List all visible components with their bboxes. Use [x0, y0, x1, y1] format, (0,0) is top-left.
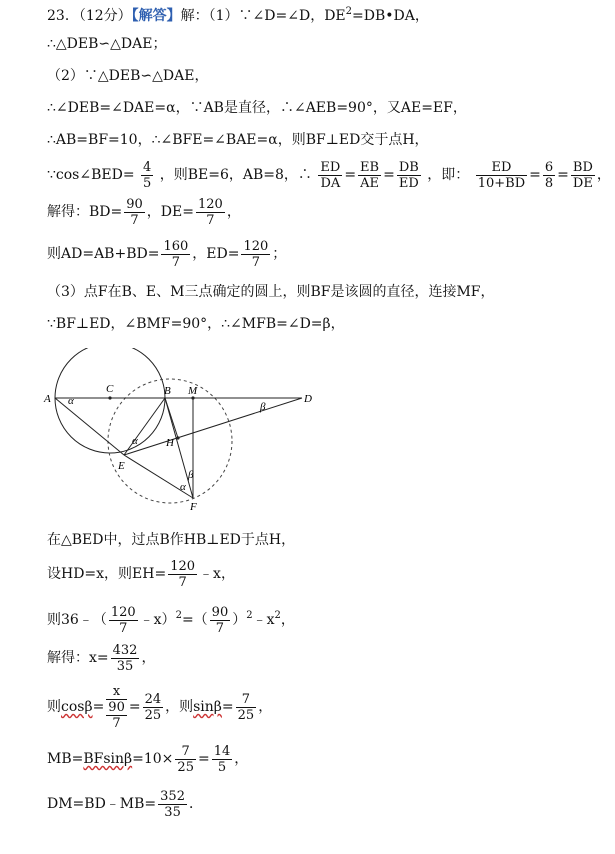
line-2: ∴△DEB∽△DAE； [47, 36, 167, 52]
fraction: $\frac{120}{7}$ [243, 238, 269, 270]
fraction: $\frac{90}{7}$ [126, 196, 143, 228]
line-12: 设HD=x，则EH= $\frac{120}{7}$ ﹣x， [47, 558, 235, 590]
line-eb [124, 398, 165, 455]
line-16: MB=BFsinβ=10× $\frac{7}{25}$ = $\frac{14}{5}$ ， [47, 743, 249, 775]
text: ∵cos∠BED= [47, 167, 135, 183]
text: ，则BE=6，AB=8，∴ [159, 167, 312, 183]
label-b: B [164, 385, 171, 397]
fraction: $\frac{DB}{ED}$ [398, 159, 419, 191]
fraction: $\frac{ED}{DA}$ [320, 159, 341, 191]
superscript: 2 [345, 6, 353, 17]
text: MB= [47, 751, 84, 767]
fraction: $\frac{160}{7}$ [163, 238, 189, 270]
fraction: $\frac{6}{8}$ [544, 159, 554, 191]
compound-fraction: x 90 7 [108, 683, 125, 731]
text: ，即： [427, 167, 470, 183]
fraction: $\frac{120}{7}$ [170, 558, 196, 590]
sin-beta: sinβ [193, 699, 222, 715]
label-h: H [166, 437, 174, 449]
angle-beta-f: β [188, 469, 194, 481]
fraction: $\frac{120}{7}$ [197, 196, 223, 228]
fraction: $\frac{7}{25}$ [237, 691, 255, 723]
label-d: D [304, 393, 312, 405]
solution-tag: 【解答】 [131, 8, 181, 24]
solution-header [47, 2, 607, 26]
bf-sin-beta: BFsinβ [83, 751, 133, 767]
text: 解得：BD= [47, 204, 123, 220]
line-9: （3）点F在B、E、M三点确定的圆上，则BF是该圆的直径，连接MF， [47, 284, 495, 300]
point-c [108, 396, 111, 399]
text: ，DE= [146, 204, 194, 220]
text: 则AD=AB+BD= [47, 246, 160, 262]
label-m: M [188, 385, 198, 397]
question-number: 23．（12分） [47, 8, 132, 24]
line-13: 则36﹣（ $\frac{120}{7}$ ﹣x）$^2$=（ $\frac{90}{7}$ ）$^2﹣x^2$， [47, 604, 295, 636]
line-6: ∵cos∠BED= $\frac{4}{5}$ ，则BE=6，AB=8，∴ $\frac{ED}{DA}$ = $\frac{EB}{AE}$ = $\frac{DB}{ED}$ ，即： $\frac{ED}{10+BD}$ = $\frac{6}{8}$ = $\frac{BD}{DE}$ ， [47, 159, 611, 191]
text: ，ED= [192, 246, 240, 262]
fraction: $\frac{90}{7}$ [211, 604, 229, 636]
line-5: ∴AB=BF=10，∴∠BFE=∠BAE=α，则BF⊥ED交于点H， [47, 132, 429, 148]
line-4: ∴∠DEB=∠DAE=α，∵AB是直径，∴∠AEB=90°，又AE=EF， [47, 100, 467, 116]
fraction: $\frac{ED}{10+BD}$ [477, 159, 526, 191]
line-17: DM=BD﹣MB= $\frac{352}{35}$ ． [47, 788, 203, 820]
fraction: $\frac{120}{7}$ [110, 604, 136, 636]
label-c: C [106, 383, 114, 395]
fraction: $\frac{352}{35}$ [160, 788, 185, 820]
line-bh [165, 398, 178, 438]
line-1-text: 解：（1）∵∠D=∠D，DE [180, 8, 346, 24]
label-e: E [118, 460, 125, 472]
text: 解得：x= [47, 650, 109, 666]
geometry-figure [40, 348, 330, 518]
text: 则36﹣（ [47, 612, 107, 628]
fraction: $\frac{432}{35}$ [112, 642, 138, 674]
line-7: 解得：BD= $\frac{90}{7}$ ，DE= $\frac{120}{7}$ ， [47, 196, 241, 228]
label-f: F [190, 501, 197, 513]
line-11: 在△BED中，过点B作HB⊥ED于点H， [47, 532, 296, 548]
text: 设HD=x，则EH= [47, 566, 167, 582]
cos-beta: cosβ [61, 699, 93, 715]
line-ae [55, 398, 124, 455]
angle-alpha-f: α [180, 481, 186, 493]
line-8: 则AD=AB+BD= $\frac{160}{7}$ ，ED= $\frac{120}{7}$ ； [47, 238, 287, 270]
text: DM=BD﹣MB= [47, 796, 157, 812]
angle-beta-d: β [260, 401, 266, 413]
point-h [176, 436, 179, 439]
line-ed [124, 398, 302, 455]
line-15: 则cosβ= x 90 7 = $\frac{24}{25}$ ，则sinβ= $\frac{7}{25}$ ， [47, 683, 273, 731]
text: 则 [47, 699, 61, 715]
fraction: $\frac{24}{25}$ [144, 691, 162, 723]
fraction: $\frac{BD}{DE}$ [572, 159, 593, 191]
angle-alpha-e: α [132, 435, 138, 447]
fraction: $\frac{EB}{AE}$ [360, 159, 380, 191]
line-10: ∵BF⊥ED，∠BMF=90°，∴∠MFB=∠D=β， [47, 316, 345, 332]
line-3: （2）∵△DEB∽△DAE， [47, 68, 209, 84]
angle-alpha-a: α [68, 395, 74, 407]
label-a: A [44, 393, 51, 405]
fraction: $\frac{4}{5}$ [143, 159, 152, 191]
line-14: 解得：x= $\frac{432}{35}$ ， [47, 642, 156, 674]
fraction: $\frac{14}{5}$ [213, 743, 231, 775]
line-1-tail: =DB•DA， [352, 8, 429, 24]
fraction: $\frac{7}{25}$ [177, 743, 194, 775]
